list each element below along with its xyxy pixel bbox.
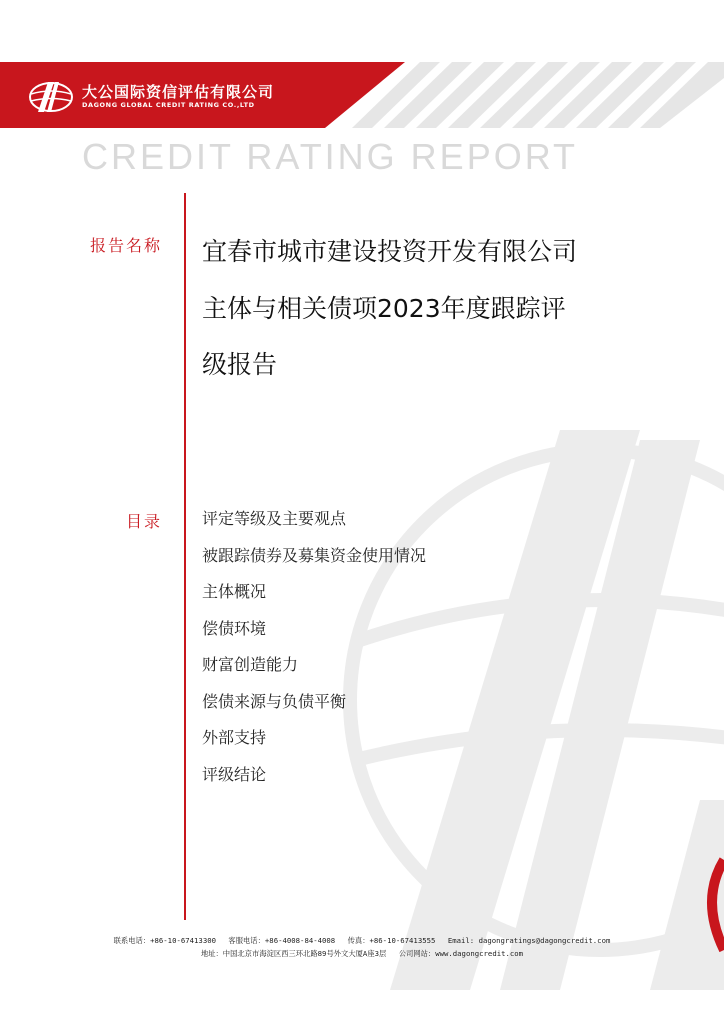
- toc-item[interactable]: 偿债来源与负债平衡: [202, 691, 347, 711]
- vertical-divider: [184, 193, 186, 920]
- header-band: [0, 0, 724, 140]
- toc-item[interactable]: 偿债环境: [202, 618, 267, 638]
- report-title-line-3: 级报告: [202, 350, 278, 379]
- report-name-label: 报告名称: [89, 236, 162, 255]
- toc-item[interactable]: 评级结论: [202, 764, 267, 784]
- toc-item[interactable]: 财富创造能力: [202, 655, 299, 674]
- report-title-line-2: 主体与相关债项2023年度跟踪评: [202, 294, 566, 323]
- footer-service: 客服电话：+86-4008-84-4008: [228, 936, 336, 945]
- company-logo: [28, 80, 274, 114]
- footer-address: 地址：中国北京市海淀区西三环北路89号外文大厦A座3层: [200, 949, 387, 958]
- toc-item[interactable]: 外部支持: [202, 728, 267, 747]
- toc-label: 目录: [125, 512, 162, 531]
- report-heading: CREDIT RATING REPORT: [82, 136, 579, 177]
- globe-icon: [28, 80, 74, 114]
- footer-website: 公司网站：www.dagongcredit.com: [398, 949, 524, 958]
- toc-list: [202, 508, 426, 800]
- footer-address-line: [0, 949, 724, 959]
- footer-contact-line: [0, 936, 724, 946]
- report-title-line-1: 宜春市城市建设投资开发有限公司: [202, 237, 578, 266]
- toc-item[interactable]: 被跟踪债券及募集资金使用情况: [202, 545, 427, 565]
- footer-phone: 联系电话：+86-10-67413300: [113, 936, 217, 945]
- footer-fax: 传真：+86-10-67413555: [347, 936, 436, 945]
- toc-item[interactable]: 主体概况: [202, 582, 267, 601]
- company-name-en: DAGONG GLOBAL CREDIT RATING CO.,LTD: [82, 101, 255, 109]
- company-name-cn: 大公国际资信评估有限公司: [82, 83, 275, 101]
- toc-item[interactable]: 评定等级及主要观点: [202, 509, 347, 528]
- footer-email: Email: dagongratings@dagongcredit.com: [447, 936, 611, 945]
